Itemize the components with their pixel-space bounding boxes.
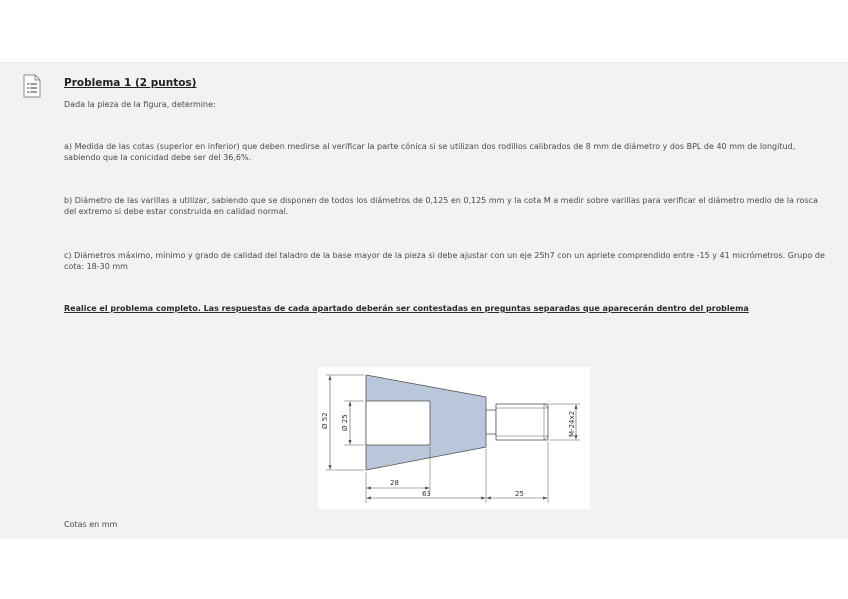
problem-content	[64, 77, 829, 313]
drawing-svg	[318, 367, 590, 509]
units-note: Cotas en mm	[64, 520, 118, 529]
dim-d52: Ø 52	[321, 412, 329, 429]
dim-thread: M-24x2	[568, 410, 576, 437]
technical-drawing	[318, 367, 590, 509]
neck	[486, 410, 496, 434]
bore	[366, 401, 430, 445]
dim-d25: Ø 25	[341, 414, 349, 431]
problem-intro: Dada la pieza de la figura, determine:	[64, 100, 216, 109]
part-c-text: c) Diámetros máximo, mínimo y grado de calidad del taladro de la base mayor de la pieza si debe ajustar con un eje 25h7 con un apriete comprendido entre -15 y 41 micrómetros. Grupo de cota: 18-30 mm	[64, 251, 825, 271]
document-icon	[23, 74, 41, 98]
part-b-text: b) Diámetro de las varillas a utilizar, sabiendo que se disponen de todos los diámetros de 0,125 en 0,125 mm y la cota M a medir sobre varillas para verificar el diámetro medio de la rosca del extremo si debe estar construida en calidad normal.	[64, 196, 818, 216]
dim-25: 25	[515, 490, 524, 498]
dim-63: 63	[422, 490, 431, 498]
part-a-text: a) Medida de las cotas (superior en inferior) que deben medirse al verificar la parte cónica si se utilizan dos rodillos calibrados de 8 mm de diámetro y dos BPL de 40 mm de longitud, sabiendo que la conicidad debe ser del 36,6%.	[64, 142, 796, 162]
problem-title: Problema 1 (2 puntos)	[64, 77, 197, 89]
dim-28: 28	[390, 479, 399, 487]
thread	[496, 404, 548, 440]
instruction-text: Realice el problema completo. Las respuestas de cada apartado deberán ser contestadas en preguntas separadas que aparecerán dentro del problema	[64, 304, 749, 313]
